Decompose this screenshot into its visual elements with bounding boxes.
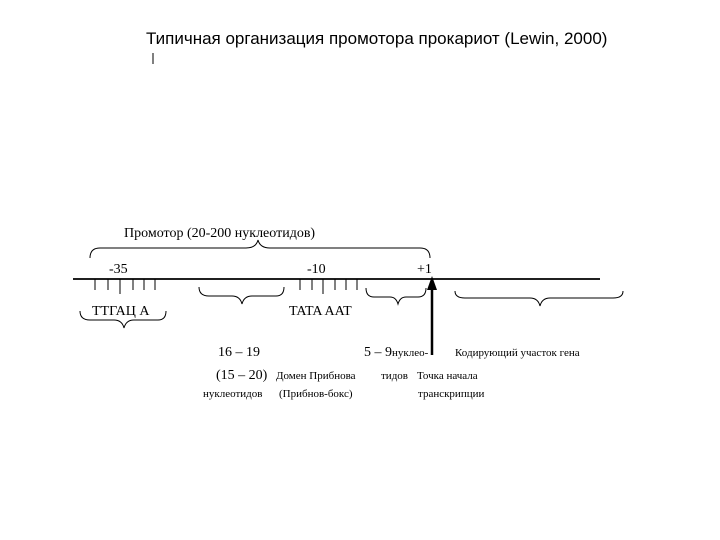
coding-region-label: Кодирующий участок гена <box>455 347 580 359</box>
start-point-line1: Точка начала <box>417 370 478 382</box>
box35-sequence: TTГАЦ А <box>92 304 150 319</box>
box10-ticks <box>300 279 357 294</box>
promoter-label: Промотор (20-200 нуклеотидов) <box>124 226 316 241</box>
spacer-unit: нуклеотидов <box>203 388 263 400</box>
box10-sequence: TATA AAT <box>289 304 352 319</box>
pribnow-box: (Прибнов-бокс) <box>279 388 353 400</box>
position-minus35: -35 <box>109 262 128 277</box>
pribnow-domain: Домен Прибнова <box>276 370 356 382</box>
coding-brace <box>455 291 623 306</box>
slide-title: Типичная организация промотора прокариот (Lewin, 2000) <box>146 29 608 48</box>
spacer-length: 16 – 19 <box>218 345 260 360</box>
box35-ticks <box>95 279 155 294</box>
position-plus1: +1 <box>417 262 432 277</box>
spacer-brace <box>199 287 284 304</box>
position-minus10: -10 <box>307 262 326 277</box>
gap-length: 5 – 9 <box>364 345 392 360</box>
gap-brace <box>366 288 426 304</box>
gap-unit-part2: тидов <box>381 370 408 382</box>
gap-unit-part1: нуклео- <box>392 347 429 359</box>
spacer-alt-length: (15 – 20) <box>216 368 268 383</box>
promoter-brace <box>90 240 430 258</box>
start-point-line2: транскрипции <box>418 388 485 400</box>
